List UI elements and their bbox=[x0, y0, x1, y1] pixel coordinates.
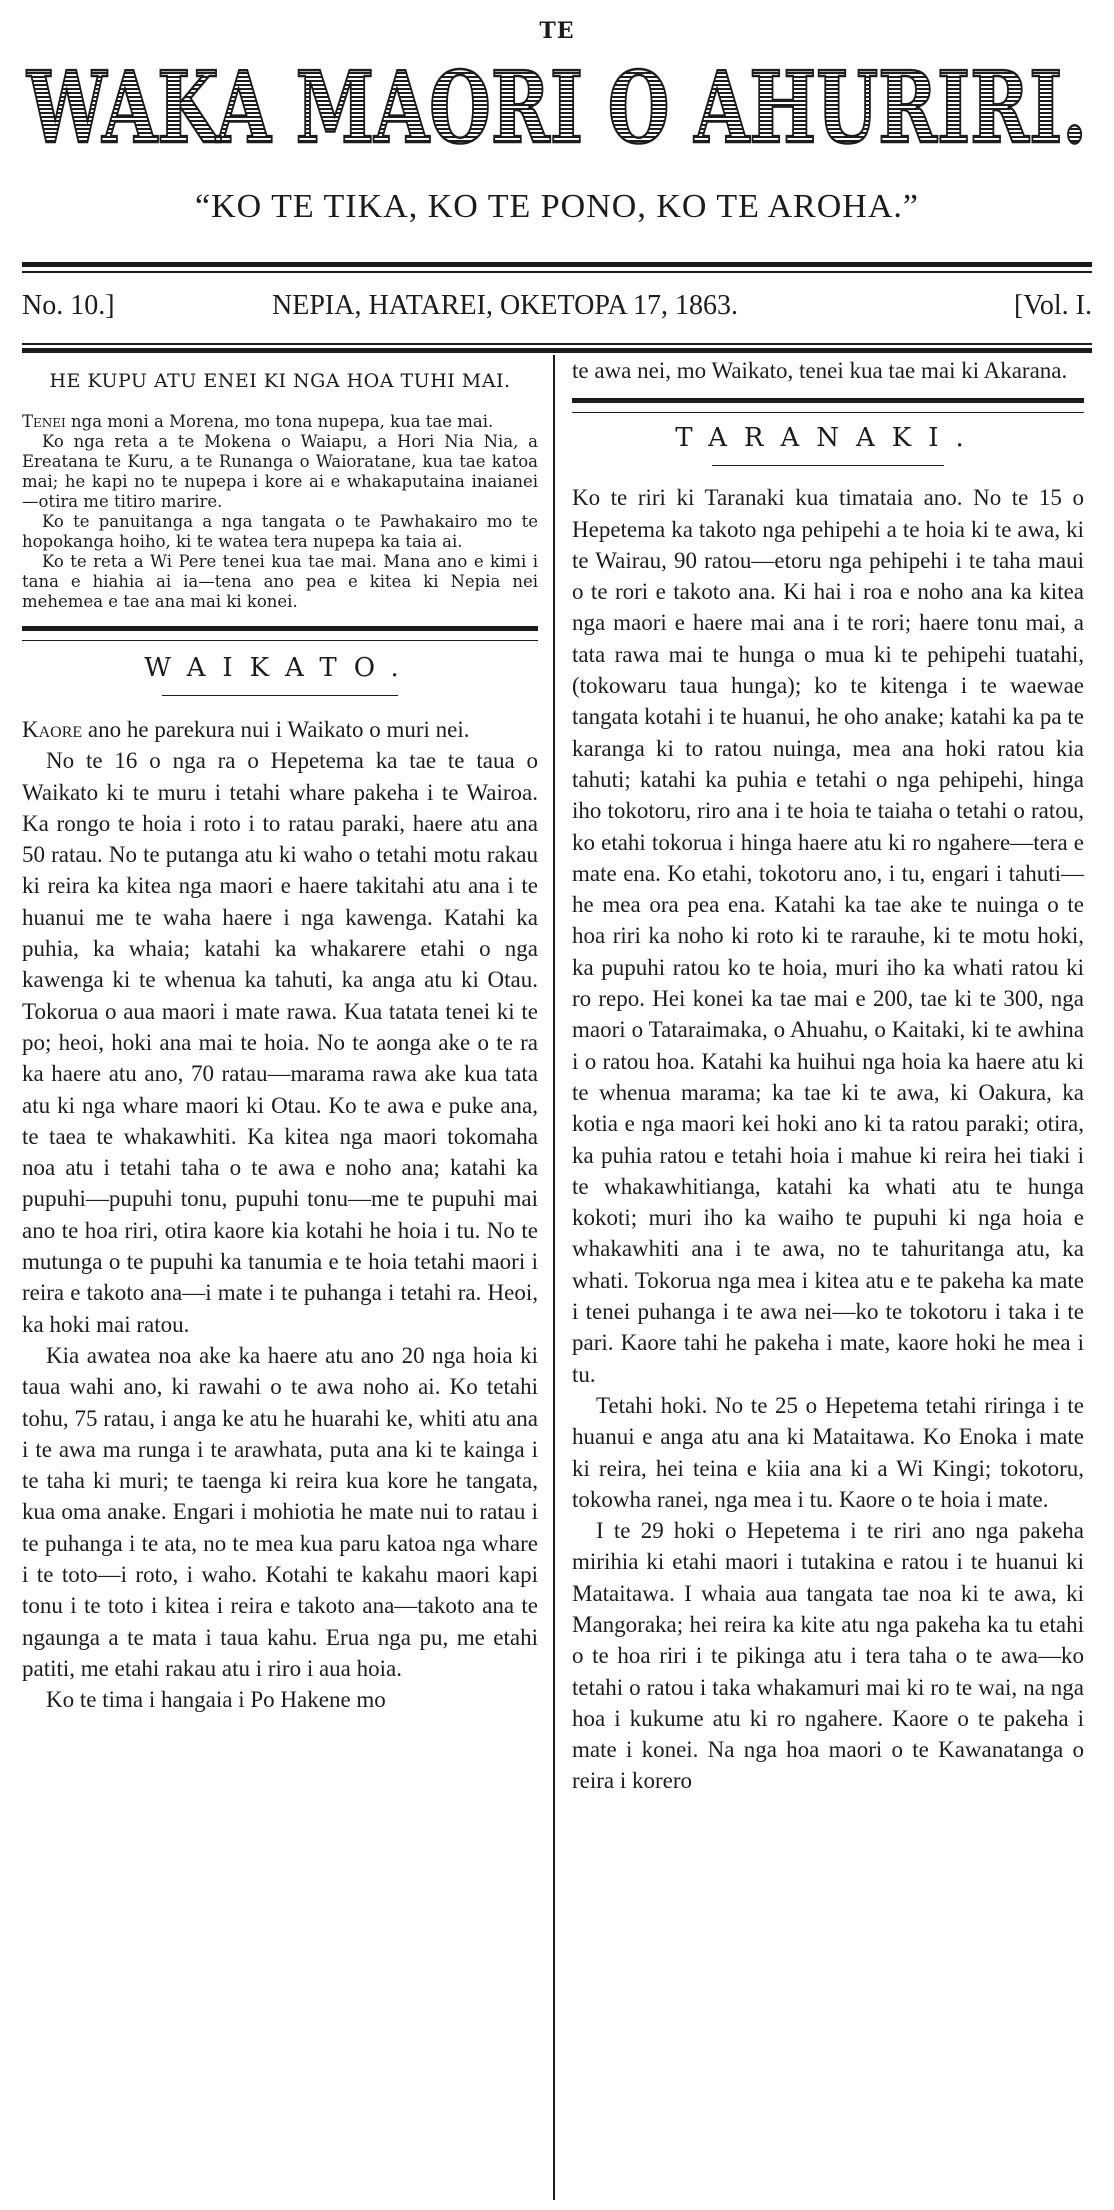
column-divider bbox=[553, 355, 555, 2200]
left-column bbox=[22, 355, 538, 1716]
notice-paragraph: Ko te panuitanga a nga tangata o te Pawhakairo mo te hopokanga hoiho, ki te watea tera nupepa ka taia ai. bbox=[22, 512, 538, 551]
section-heading-waikato: WAIKATO. bbox=[144, 653, 416, 683]
article-lead-word: Kaore bbox=[22, 717, 83, 742]
article-paragraph: Ko te tima i hangaia i Po Hakene mo bbox=[46, 1687, 386, 1713]
issue-rule-bottom bbox=[22, 348, 1092, 353]
right-column bbox=[572, 355, 1084, 1797]
motto: “KO TE TIKA, KO TE PONO, KO TE AROHA.” bbox=[195, 188, 919, 225]
article-paragraph: Tetahi hoki. No te 25 o Hepetema tetahi riringa i te huanui e anga atu ana ki Mataitawa. Ko Enoka i mate ki reira, hei teina e kiia ana ki a Wi Kingi; tokotoru, tokowha ranei, nga mea i tu. Kaore o te hoia i mate. bbox=[572, 1392, 1084, 1512]
masthead-prefix: TE bbox=[539, 18, 575, 44]
issue-rule-top bbox=[22, 343, 1092, 345]
section-rule bbox=[572, 398, 1084, 413]
notice-heading: HE KUPU ATU ENEI KI NGA HOA TUHI MAI. bbox=[49, 370, 511, 392]
notice-paragraph: Ko nga reta a te Mokena o Waiapu, a Hori Nia Nia, a Ereatana te Kuru, a te Runanga o Waioratane, kua tae katoa mai; he kapi no te nupepa i kore ai e whakaputaina inaianei—otira me titiro marire. bbox=[22, 432, 538, 511]
continuation-text: te awa nei, mo Waikato, tenei kua tae mai ki Akarana. bbox=[572, 358, 1068, 383]
header-rule-thick bbox=[22, 262, 1092, 267]
waikato-article bbox=[22, 714, 538, 1716]
notice-lead-text: nga moni a Morena, mo tona nupepa, kua tae mai. bbox=[65, 412, 494, 431]
continued-article bbox=[572, 355, 1084, 386]
article-paragraph: Kia awatea noa ake ka haere atu ano 20 nga hoia ki taua wahi ano, ki rawahi o te awa noho ai. Ko tetahi tohu, 75 ratau, i anga ke atu he huarahi ke, whiti atu ana i te awa ma runga i te arawhata, puta ana ki te kainga i te taha ki muri; te taenga ki reira kua kore he tangata, kua oma anake. Engari i mohiotia he mate nui to ratau i te puhanga i te ata, no te mea kua paru katoa nga whare i te toto—i roto, i waho. Kotahi te kakahu maori kapi tonu i te toto i kitea i reira e takoto ana—takoto ana te ngaunga a te mata i taua kahu. Erua nga pu, me etahi patiti, me etahi rakau atu i riro i aua hoia. bbox=[22, 1342, 538, 1681]
article-lead-text: ano he parekura nui i Waikato o muri nei. bbox=[82, 717, 470, 742]
issue-place-date: NEPIA, HATAREI, OKETOPA 17, 1863. bbox=[272, 290, 739, 321]
notice-body bbox=[22, 412, 538, 612]
section-rule bbox=[22, 626, 538, 641]
notice-lead-word: Tenei bbox=[22, 412, 66, 431]
taranaki-article bbox=[572, 482, 1084, 1796]
section-heading-taranaki: TARANAKI. bbox=[675, 423, 981, 454]
issue-number: No. 10.] bbox=[22, 290, 115, 321]
header-rule-thin bbox=[22, 271, 1092, 273]
issue-volume: [Vol. I. bbox=[1013, 290, 1092, 321]
article-paragraph: Ko te riri ki Taranaki kua timataia ano. No te 15 o Hepetema ka takoto nga pehipehi a te hoia ki te awa, ki te Wairau, 90 ratou—etoru nga pehipehi i te taha maui o te rori e takoto ana. Ki hai i roa e noho ana ka kitea nga maori e haere mai ana i te rori; haere tonu mai, a tata rawa mai te hunga o mua ki te pehipehi tuatahi, (tokowaru taua hunga); ko te kitenga i te waewae tangata kotahi i te huanui, he oho anake; katahi ka pa te karanga ki to ratou nuinga, mea ana hoki ratou kia tahuti; katahi ka puhia e tetahi o nga pehipehi, hinga iho tokotoru, riro ana i te hoia te taiaha o tetahi o ratou, ko etahi tokorua i hinga haere atu ki ro ngahere—tera e mate ena. Ko etahi, tokotoru ano, i tu, engari i tahuti—he mea ora pea ena. Katahi ka tae ake te nuinga o te hoa riri ka noho ki roto ki te rarauhe, ki te motu hoki, ka pupuhi ratou ko te hoia, muri iho ka whati ratou ki ro repo. Hei konei ka tae mai e 200, tae ki te 300, nga maori o Tataraimaka, o Ahuahu, o Kaitaki, ki te awhina i o ratou hoa. Katahi ka huihui nga hoia ka haere atu ki te whenua marama; ka tae ki te awa, ki Oakura, ka kotia e nga maori kei hoki ano ki ta ratou paraki; otira, ka puhia ratou e tetahi hoia i mahue ki reira hei tiaki i te whakawhitianga, katahi ka whati atu te hunga kokoti; muri iho ka waiho te pupuhi ki nga hoia e whakawhiti ana i te awa, no te tahuritanga atu, ka whati. Tokorua nga mea i kitea atu e te pakeha ka mate i tenei puhanga i te awa nei—ko te tokotoru i taka i te pari. Kaore tahi he pakeha i mate, kaore hoki he mea i tu. bbox=[572, 485, 1084, 1387]
masthead-title bbox=[20, 44, 1094, 164]
issue-line bbox=[22, 290, 1092, 330]
notice-paragraph: Ko te reta a Wi Pere tenei kua tae mai. Mana ano e kimi i tana e hiahia ai ia—tena ano pea e kitea ki Nepia nei mehemea e tae ana mai ki konei. bbox=[22, 552, 538, 611]
article-paragraph bbox=[22, 714, 538, 745]
svg-text:WAKA MAORI O AHURIRI.: WAKA MAORI O AHURIRI. bbox=[26, 51, 1087, 164]
article-paragraph: No te 16 o nga ra o Hepetema ka tae te taua o Waikato ki te muru i tetahi whare pakeha i te Wairoa. Ka rongo te hoia i roto i to ratau paraki, haere atu ana 50 ratau. No te putanga atu ki waho o tetahi motu rakau ki reira ka kitea nga maori e haere takitahi atu ana i te huanui me te waha haere i nga kawenga. Katahi ka puhia, ka whaia; katahi ka whakarere etahi o nga kawenga ki te whenua ka tahuti, ka anga atu ki Otau. Tokorua o aua maori i mate rawa. Kua tatata tenei ki te po; heoi, hoki ana mai te hoia. No te aonga ake o te ra ka haere atu ano, 70 ratau—marama rawa ake kua tata atu ki nga whare maori ki Otau. Ko te awa e puke ana, te taea te whakawhiti. Ka kitea nga maori tokomaha noa atu i tetahi taha o te awa e noho ana; katahi ka pupuhi—pupuhi tonu, pupuhi tonu—me te pupuhi mai ano te hoa riri, otira kaore kia kotahi he hoia i tu. No te mutunga o te pupuhi ka tanumia e te hoia tetahi maori i reira e takoto ana—i mate i te puhanga i tetahi ra. Heoi, ka hoki mai ratou. bbox=[22, 748, 538, 1337]
article-paragraph: I te 29 hoki o Hepetema i te riri ano nga pakeha mirihia ki etahi maori i tutakina e ratou i te huanui ki Mataitawa. I whaia aua tangata tae noa ki te awa, ki Mangoraka; hei reira ka kite atu nga pakeha ka tu etahi o te hoa riri i te pikinga atu i tera taha o te awa—ko tetahi o ratou i taka whakamuri mai ki ro te wai, na nga hoa i kukume atu ki ro ngahere. Kaore o te pakeha i mate i konei. Na nga hoa maori o te Kawanatanga o reira i korero bbox=[572, 1518, 1084, 1794]
notice-paragraph bbox=[22, 412, 538, 432]
